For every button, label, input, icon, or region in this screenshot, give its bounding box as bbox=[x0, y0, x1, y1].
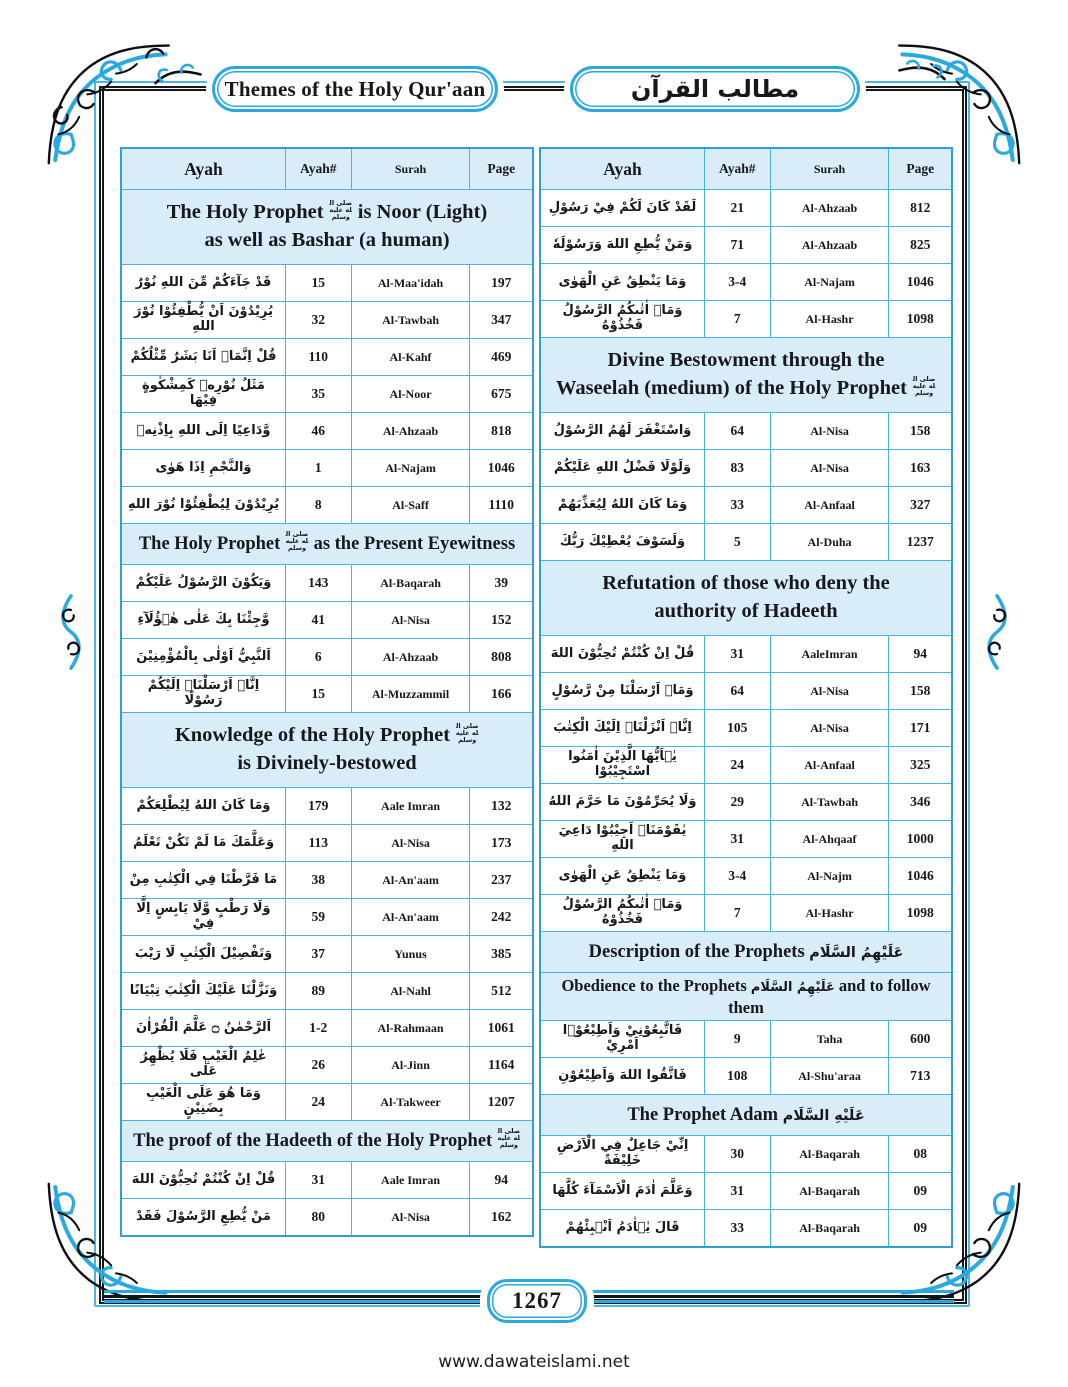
page-reference: 600 bbox=[910, 1031, 931, 1047]
table-header-row bbox=[541, 149, 951, 190]
ayah-arabic-text: وَيَكُوْنَ الرَّسُوْلُ عَلَيْكُمْ bbox=[122, 565, 286, 601]
ayah-number: 179 bbox=[286, 788, 352, 824]
page-reference: 713 bbox=[910, 1068, 931, 1084]
surah-name: Al-An'aam bbox=[352, 899, 471, 935]
table-row bbox=[541, 1021, 951, 1058]
ayah-number: 24 bbox=[705, 747, 771, 783]
ayah-arabic-text: يٰقَوْمَنَاۤ اَجِيْبُوْا دَاعِيَ اللهِ bbox=[541, 821, 705, 857]
table-row bbox=[122, 487, 532, 524]
section-header-line bbox=[627, 1103, 864, 1127]
section-header-line bbox=[654, 598, 837, 626]
surah-name: Al-Nisa bbox=[352, 825, 471, 861]
page-reference: 94 bbox=[913, 646, 927, 661]
page-reference: 171 bbox=[910, 720, 931, 735]
ayah-number: 38 bbox=[286, 862, 352, 898]
page-reference: 1046 bbox=[906, 274, 934, 289]
ayah-number: 71 bbox=[705, 227, 771, 263]
surah-name: Al-Hashr bbox=[771, 301, 890, 337]
ayah-number: 5 bbox=[705, 524, 771, 560]
ayah-number: 8 bbox=[286, 487, 352, 523]
section-title-text: Obedience to the Prophets bbox=[561, 976, 751, 995]
surah-name: Al-Ahzaab bbox=[771, 190, 890, 226]
surah-name: Aale Imran bbox=[352, 1162, 471, 1198]
ayah-arabic-text: اِنَّاۤ اَرْسَلْنَاۤ اِلَيْكُمْ رَسُوْلًا bbox=[122, 676, 286, 712]
column-header-page: Page bbox=[906, 161, 935, 176]
table-row bbox=[122, 602, 532, 639]
ayah-number: 59 bbox=[286, 899, 352, 935]
table-row bbox=[122, 788, 532, 825]
edge-flourish-icon bbox=[56, 590, 86, 674]
table-row bbox=[541, 1136, 951, 1173]
ayah-arabic-text: قُلْ اِنْ كُنْتُمْ تُحِبُّوْنَ اللهَ bbox=[122, 1162, 286, 1198]
saw-honorific-icon: صلى الله عليه وسلم bbox=[455, 723, 479, 744]
ayah-arabic-text: وَّدَاعِيًا اِلَى اللهِ بِاِذْنِهٖ bbox=[122, 413, 286, 449]
column-header-surah: Surah bbox=[771, 149, 890, 189]
table-row bbox=[122, 936, 532, 973]
table-row bbox=[122, 973, 532, 1010]
section-header bbox=[122, 713, 532, 788]
ayah-arabic-text: وَمَاۤ اٰتٰىكُمُ الرَّسُوْلُ فَخُذُوْهُ bbox=[541, 301, 705, 337]
section-title-text: as the Present Eyewitness bbox=[308, 534, 516, 555]
section-header bbox=[541, 338, 951, 413]
column-header-ayah-number: Ayah# bbox=[286, 149, 352, 189]
ayah-number: 64 bbox=[705, 673, 771, 709]
surah-name: Al-Tawbah bbox=[771, 784, 890, 820]
ayah-number: 29 bbox=[705, 784, 771, 820]
column-header-ayah: Ayah bbox=[122, 149, 286, 189]
page-reference: 675 bbox=[491, 386, 512, 401]
page-reference: 09 bbox=[913, 1220, 927, 1236]
ayah-number: 31 bbox=[705, 636, 771, 672]
ayah-number: 35 bbox=[286, 376, 352, 412]
table-row bbox=[122, 302, 532, 339]
english-title-capsule bbox=[212, 66, 498, 112]
surah-name: Al-Duha bbox=[771, 524, 890, 560]
ayah-number: 83 bbox=[705, 450, 771, 486]
page-reference: 1237 bbox=[906, 534, 934, 549]
ayah-arabic-text: يُرِيْدُوْنَ اَنْ يُّطْفِئُوْا نُوْرَ اللهِ bbox=[122, 302, 286, 338]
section-title-text: Description of the Prophets bbox=[588, 941, 810, 962]
ayah-arabic-text: وَاسْتَغْفَرَ لَهُمُ الرَّسُوْلُ bbox=[541, 413, 705, 449]
page-reference: 163 bbox=[910, 460, 931, 475]
surah-name: Al-Maa'idah bbox=[352, 265, 471, 301]
section-title-text: Divine Bestowment through the bbox=[607, 349, 885, 372]
ayah-arabic-text: وَمَنْ يُّطِعِ اللهَ وَرَسُوْلَهٗ bbox=[541, 227, 705, 263]
page-reference: 1110 bbox=[488, 497, 514, 512]
ayah-number: 108 bbox=[705, 1058, 771, 1094]
surah-name: Al-Jinn bbox=[352, 1047, 471, 1083]
surah-name: Al-Hashr bbox=[771, 895, 890, 931]
surah-name: Al-Saff bbox=[352, 487, 471, 523]
surah-name: Al-Ahqaaf bbox=[771, 821, 890, 857]
ayah-arabic-text: وَمَا كَانَ اللهُ لِيُعَذِّبَهُمْ bbox=[541, 487, 705, 523]
surah-name: Yunus bbox=[352, 936, 471, 972]
ayah-arabic-text: قَالَ يٰۤاٰدَمُ اَنْۢبِئْهُمْ bbox=[541, 1210, 705, 1246]
section-header-line bbox=[133, 1128, 521, 1153]
website-url: www.dawateislami.net bbox=[438, 1352, 630, 1372]
table-row bbox=[541, 450, 951, 487]
index-tables bbox=[120, 147, 953, 1248]
ayah-arabic-text: وَمَاۤ اٰتٰىكُمُ الرَّسُوْلُ فَخُذُوْهُ bbox=[541, 895, 705, 931]
table-row bbox=[122, 639, 532, 676]
section-header-line bbox=[556, 375, 936, 403]
section-header bbox=[122, 524, 532, 565]
surah-name: Al-Najam bbox=[771, 264, 890, 300]
ayah-arabic-text: وَلَوْلَا فَضْلُ اللهِ عَلَيْكُمْ bbox=[541, 450, 705, 486]
surah-name: Al-Najm bbox=[771, 858, 890, 894]
page-reference: 1061 bbox=[487, 1020, 515, 1035]
section-header-line bbox=[608, 347, 885, 375]
surah-name: Al-Anfaal bbox=[771, 487, 890, 523]
section-header-line bbox=[589, 940, 904, 964]
ayah-arabic-text: وَعَلَّمَ اٰدَمَ الْاَسْمَآءَ كُلَّهَا bbox=[541, 1173, 705, 1209]
ayah-number: 113 bbox=[286, 825, 352, 861]
ayah-arabic-text: وَلَا رَطْبٍ وَّلَا يَابِسٍ اِلَّا فِيْ bbox=[122, 899, 286, 935]
table-row bbox=[541, 858, 951, 895]
column-header-page: Page bbox=[487, 161, 516, 176]
table-row bbox=[541, 673, 951, 710]
section-header bbox=[122, 190, 532, 265]
page-reference: 173 bbox=[491, 835, 512, 850]
surah-name: Al-Muzzammil bbox=[352, 676, 471, 712]
surah-name: Al-Ahzaab bbox=[352, 413, 471, 449]
header-flourish-icon bbox=[896, 58, 948, 88]
page-reference: 1000 bbox=[906, 831, 934, 846]
ayah-number: 21 bbox=[705, 190, 771, 226]
section-title-text: Refutation of those who deny the bbox=[602, 572, 890, 595]
surah-name: Al-Najam bbox=[352, 450, 471, 486]
section-header-line bbox=[543, 975, 949, 1018]
table-row bbox=[541, 487, 951, 524]
surah-name: Al-Nahl bbox=[352, 973, 471, 1009]
saw-honorific-icon: صلى الله عليه وسلم bbox=[497, 1128, 521, 1150]
page-reference: 1164 bbox=[488, 1057, 515, 1072]
ayah-number: 64 bbox=[705, 413, 771, 449]
ayah-arabic-text: وَلَا يُحَرِّمُوْنَ مَا حَرَّمَ اللهُ bbox=[541, 784, 705, 820]
page-reference: 327 bbox=[910, 497, 931, 512]
table-row bbox=[122, 376, 532, 413]
page-reference: 94 bbox=[494, 1172, 508, 1187]
table-row bbox=[541, 227, 951, 264]
ayah-arabic-text: وَمَا يَنْطِقُ عَنِ الْهَوٰى bbox=[541, 858, 705, 894]
section-header-line bbox=[175, 722, 479, 750]
section-header-line bbox=[237, 750, 416, 778]
arabic-title-capsule bbox=[570, 66, 860, 112]
table-row bbox=[541, 895, 951, 932]
ayah-number: 143 bbox=[286, 565, 352, 601]
table-row bbox=[541, 636, 951, 673]
ayah-arabic-text: عٰلِمُ الْغَيْبِ فَلَا يُظْهِرُ عَلٰى bbox=[122, 1047, 286, 1083]
ayah-arabic-text: اِنَّاۤ اَنْزَلْنَاۤ اِلَيْكَ الْكِتٰبَ bbox=[541, 710, 705, 746]
surah-name: Al-Baqarah bbox=[352, 565, 471, 601]
saw-honorific-icon: صلى الله عليه وسلم bbox=[285, 531, 309, 553]
surah-name: Al-Shu'araa bbox=[771, 1058, 890, 1094]
section-header bbox=[541, 973, 951, 1021]
surah-name: Al-Takweer bbox=[352, 1084, 471, 1120]
page-reference: 242 bbox=[491, 909, 512, 924]
section-title-text: Waseelah (medium) of the Holy Prophet bbox=[555, 377, 913, 399]
page-reference: 812 bbox=[910, 200, 931, 215]
table-row bbox=[122, 1162, 532, 1199]
index-table-left bbox=[120, 147, 534, 1237]
section-header bbox=[541, 932, 951, 973]
arabic-honorific: عَلَيْهِ السَّلَام bbox=[782, 1108, 865, 1125]
surah-name: Al-Nisa bbox=[771, 710, 890, 746]
page-reference: 39 bbox=[494, 575, 508, 590]
surah-name: Al-Nisa bbox=[352, 1199, 471, 1235]
page-reference: 132 bbox=[491, 798, 512, 813]
table-row bbox=[122, 899, 532, 936]
table-header-row bbox=[122, 149, 532, 190]
surah-name: AaleImran bbox=[771, 636, 890, 672]
surah-name: Al-Kahf bbox=[352, 339, 471, 375]
ayah-number: 31 bbox=[286, 1162, 352, 1198]
ayah-arabic-text: يٰۤاَيُّهَا الَّذِيْنَ اٰمَنُوا اسْتَجِيْبُوْا bbox=[541, 747, 705, 783]
section-title-text: The Prophet Adam bbox=[627, 1105, 783, 1126]
table-row bbox=[122, 450, 532, 487]
ayah-number: 1 bbox=[286, 450, 352, 486]
table-row bbox=[541, 747, 951, 784]
surah-name: Al-An'aam bbox=[352, 862, 471, 898]
page-reference: 347 bbox=[491, 312, 512, 327]
table-row bbox=[122, 1199, 532, 1235]
table-row bbox=[541, 524, 951, 561]
section-title-text: and to follow them bbox=[728, 976, 931, 1017]
section-title-text: is Noor (Light) bbox=[352, 201, 488, 224]
surah-name: Al-Baqarah bbox=[771, 1173, 890, 1209]
saw-honorific-icon: صلى الله عليه وسلم bbox=[912, 376, 936, 397]
table-row bbox=[541, 1173, 951, 1210]
section-header-line bbox=[139, 531, 515, 556]
ayah-number: 15 bbox=[286, 265, 352, 301]
ayah-number: 26 bbox=[286, 1047, 352, 1083]
saw-honorific-icon: صلى الله عليه وسلم bbox=[329, 200, 352, 221]
header-flourish-icon bbox=[152, 62, 204, 92]
page-reference: 385 bbox=[491, 946, 512, 961]
ayah-arabic-text: فَاتَّقُوا اللهَ وَاَطِيْعُوْنِ bbox=[541, 1058, 705, 1094]
ayah-number: 37 bbox=[286, 936, 352, 972]
surah-name: Al-Tawbah bbox=[352, 302, 471, 338]
section-title-text: authority of Hadeeth bbox=[654, 600, 838, 622]
page-reference: 1098 bbox=[906, 311, 934, 326]
column-header-ayah: Ayah bbox=[541, 149, 705, 189]
surah-name: Al-Nisa bbox=[771, 450, 890, 486]
table-row bbox=[541, 710, 951, 747]
section-title-text: The Holy Prophet bbox=[166, 201, 329, 224]
ayah-arabic-text: وَمَاۤ اَرْسَلْنَا مِنْ رَّسُوْلٍ bbox=[541, 673, 705, 709]
ayah-arabic-text: لَقَدْ كَانَ لَكُمْ فِيْ رَسُوْلِ bbox=[541, 190, 705, 226]
section-title-text: The proof of the Hadeeth of the Holy Prophet bbox=[133, 1131, 497, 1152]
table-row bbox=[541, 413, 951, 450]
section-title-text: The Holy Prophet bbox=[138, 534, 285, 555]
bottom-rule-left bbox=[104, 1290, 486, 1303]
table-row bbox=[122, 825, 532, 862]
page-number: 1267 bbox=[512, 1288, 562, 1313]
surah-name: Aale Imran bbox=[352, 788, 471, 824]
ayah-number: 110 bbox=[286, 339, 352, 375]
ayah-arabic-text: اَلنَّبِيُّ اَوْلٰى بِالْمُؤْمِنِيْنَ bbox=[122, 639, 286, 675]
surah-name: Al-Nisa bbox=[771, 413, 890, 449]
ayah-number: 31 bbox=[705, 821, 771, 857]
section-header bbox=[541, 1095, 951, 1136]
page-reference: 1098 bbox=[906, 905, 934, 920]
ayah-arabic-text: مَا فَرَّطْنَا فِي الْكِتٰبِ مِنْ bbox=[122, 862, 286, 898]
page-reference: 237 bbox=[491, 872, 512, 887]
table-row bbox=[122, 565, 532, 602]
ayah-arabic-text: وَتَفْصِيْلَ الْكِتٰبِ لَا رَيْبَ bbox=[122, 936, 286, 972]
ayah-arabic-text: مَنْ يُّطِعِ الرَّسُوْلَ فَقَدْ bbox=[122, 1199, 286, 1235]
ayah-number: 24 bbox=[286, 1084, 352, 1120]
section-title-text: Knowledge of the Holy Prophet bbox=[174, 724, 456, 747]
page-reference: 325 bbox=[910, 757, 931, 772]
surah-name: Al-Baqarah bbox=[771, 1210, 890, 1246]
ayah-number: 46 bbox=[286, 413, 352, 449]
ayah-number: 89 bbox=[286, 973, 352, 1009]
page-reference: 825 bbox=[910, 237, 931, 252]
ayah-number: 41 bbox=[286, 602, 352, 638]
page-reference: 818 bbox=[491, 423, 512, 438]
ayah-arabic-text: مَثَلُ نُوْرِهٖ كَمِشْكٰوةٍ فِيْهَا bbox=[122, 376, 286, 412]
ayah-arabic-text: وَمَا يَنْطِقُ عَنِ الْهَوٰى bbox=[541, 264, 705, 300]
page-reference: 158 bbox=[910, 683, 931, 698]
table-row bbox=[541, 301, 951, 338]
table-row bbox=[122, 413, 532, 450]
ayah-number: 33 bbox=[705, 1210, 771, 1246]
bottom-rule-right bbox=[584, 1290, 954, 1303]
surah-name: Al-Ahzaab bbox=[771, 227, 890, 263]
section-title-text: as well as Bashar (a human) bbox=[204, 229, 450, 251]
edge-flourish-icon bbox=[982, 590, 1012, 674]
page-reference: 808 bbox=[491, 649, 512, 664]
table-row bbox=[122, 1047, 532, 1084]
ayah-number: 3-4 bbox=[705, 264, 771, 300]
column-header-ayah-number: Ayah# bbox=[705, 149, 771, 189]
page-number-capsule bbox=[487, 1279, 587, 1323]
page-reference: 152 bbox=[491, 612, 512, 627]
surah-name: Al-Noor bbox=[352, 376, 471, 412]
ayah-number: 31 bbox=[705, 1173, 771, 1209]
surah-name: Al-Ahzaab bbox=[352, 639, 471, 675]
arabic-honorific: عَلَيْهِمُ السَّلَام bbox=[809, 944, 904, 961]
table-row bbox=[122, 676, 532, 713]
ayah-number: 105 bbox=[705, 710, 771, 746]
table-row bbox=[541, 264, 951, 301]
page-reference: 158 bbox=[910, 423, 931, 438]
ayah-arabic-text: وَّجِئْنَا بِكَ عَلٰى هٰۤؤُلَآءِ bbox=[122, 602, 286, 638]
table-row bbox=[122, 862, 532, 899]
surah-name: Al-Nisa bbox=[352, 602, 471, 638]
surah-name: Al-Rahmaan bbox=[352, 1010, 471, 1046]
section-header bbox=[541, 561, 951, 636]
ayah-arabic-text: وَنَزَّلْنَا عَلَيْكَ الْكِتٰبَ تِبْيَانًا bbox=[122, 973, 286, 1009]
ayah-number: 32 bbox=[286, 302, 352, 338]
ayah-arabic-text: قُلْ اِنْ كُنْتُمْ تُحِبُّوْنَ اللهَ bbox=[541, 636, 705, 672]
ayah-number: 6 bbox=[286, 639, 352, 675]
page-reference: 162 bbox=[491, 1209, 512, 1224]
section-header bbox=[122, 1121, 532, 1162]
table-row bbox=[541, 821, 951, 858]
page-reference: 1046 bbox=[906, 868, 934, 883]
ayah-arabic-text: اِنِّيْ جَاعِلٌ فِي الْاَرْضِ خَلِيْفَةً bbox=[541, 1136, 705, 1172]
ayah-number: 30 bbox=[705, 1136, 771, 1172]
ayah-arabic-text: وَالنَّجْمِ اِذَا هَوٰى bbox=[122, 450, 286, 486]
ayah-number: 7 bbox=[705, 895, 771, 931]
ayah-number: 7 bbox=[705, 301, 771, 337]
page-reference: 512 bbox=[491, 983, 512, 998]
surah-name: Al-Anfaal bbox=[771, 747, 890, 783]
table-row bbox=[541, 1210, 951, 1246]
table-row bbox=[122, 265, 532, 302]
ayah-arabic-text: فَاتَّبِعُوْنِيْ وَاَطِيْعُوْۤا اَمْرِيْ bbox=[541, 1021, 705, 1057]
index-table-right bbox=[539, 147, 953, 1248]
page-reference: 197 bbox=[491, 275, 512, 290]
page-reference: 1046 bbox=[487, 460, 515, 475]
page-reference: 08 bbox=[913, 1146, 927, 1162]
ayah-arabic-text: وَعَلَّمَكَ مَا لَمْ تَكُنْ تَعْلَمُ bbox=[122, 825, 286, 861]
page-reference: 1207 bbox=[487, 1094, 515, 1109]
table-row bbox=[541, 784, 951, 821]
ayah-arabic-text: اَلرَّحْمٰنُ ۝ عَلَّمَ الْقُرْاٰنَ bbox=[122, 1010, 286, 1046]
arabic-honorific: عَلَيْهِمُ السَّلَام bbox=[750, 980, 835, 995]
table-row bbox=[122, 339, 532, 376]
surah-name: Taha bbox=[771, 1021, 890, 1057]
page-title-arabic: مطالب القرآن bbox=[630, 75, 800, 103]
ayah-arabic-text: وَمَا هُوَ عَلَى الْغَيْبِ بِضَنِيْنٍ bbox=[122, 1084, 286, 1120]
ayah-arabic-text: يُرِيْدُوْنَ لِيُطْفِئُوْا نُوْرَ اللهِ bbox=[122, 487, 286, 523]
table-row bbox=[122, 1084, 532, 1121]
table-row bbox=[122, 1010, 532, 1047]
page-reference: 346 bbox=[910, 794, 931, 809]
page-reference: 469 bbox=[491, 349, 512, 364]
ayah-number: 15 bbox=[286, 676, 352, 712]
ayah-arabic-text: وَمَا كَانَ اللهُ لِيُطْلِعَكُمْ bbox=[122, 788, 286, 824]
surah-name: Al-Nisa bbox=[771, 673, 890, 709]
column-header-surah: Surah bbox=[352, 149, 471, 189]
page-reference: 09 bbox=[913, 1183, 927, 1199]
surah-name: Al-Baqarah bbox=[771, 1136, 890, 1172]
ayah-number: 9 bbox=[705, 1021, 771, 1057]
table-row bbox=[541, 190, 951, 227]
ayah-arabic-text: قُلْ اِنَّمَاۤ اَنَا بَشَرٌ مِّثْلُكُمْ bbox=[122, 339, 286, 375]
section-header-line bbox=[204, 227, 449, 255]
section-header-line bbox=[602, 570, 890, 598]
section-title-text: is Divinely-bestowed bbox=[237, 752, 417, 774]
ayah-number: 80 bbox=[286, 1199, 352, 1235]
ayah-number: 3-4 bbox=[705, 858, 771, 894]
ayah-number: 1-2 bbox=[286, 1010, 352, 1046]
ayah-number: 33 bbox=[705, 487, 771, 523]
ayah-arabic-text: وَلَسَوْفَ يُعْطِيْكَ رَبُّكَ bbox=[541, 524, 705, 560]
table-row bbox=[541, 1058, 951, 1095]
ayah-arabic-text: قَدْ جَآءَكُمْ مِّنَ اللهِ نُوْرٌ bbox=[122, 265, 286, 301]
page-title-english: Themes of the Holy Qur'aan bbox=[224, 76, 486, 101]
section-header-line bbox=[167, 199, 488, 227]
page-reference: 166 bbox=[491, 686, 512, 701]
